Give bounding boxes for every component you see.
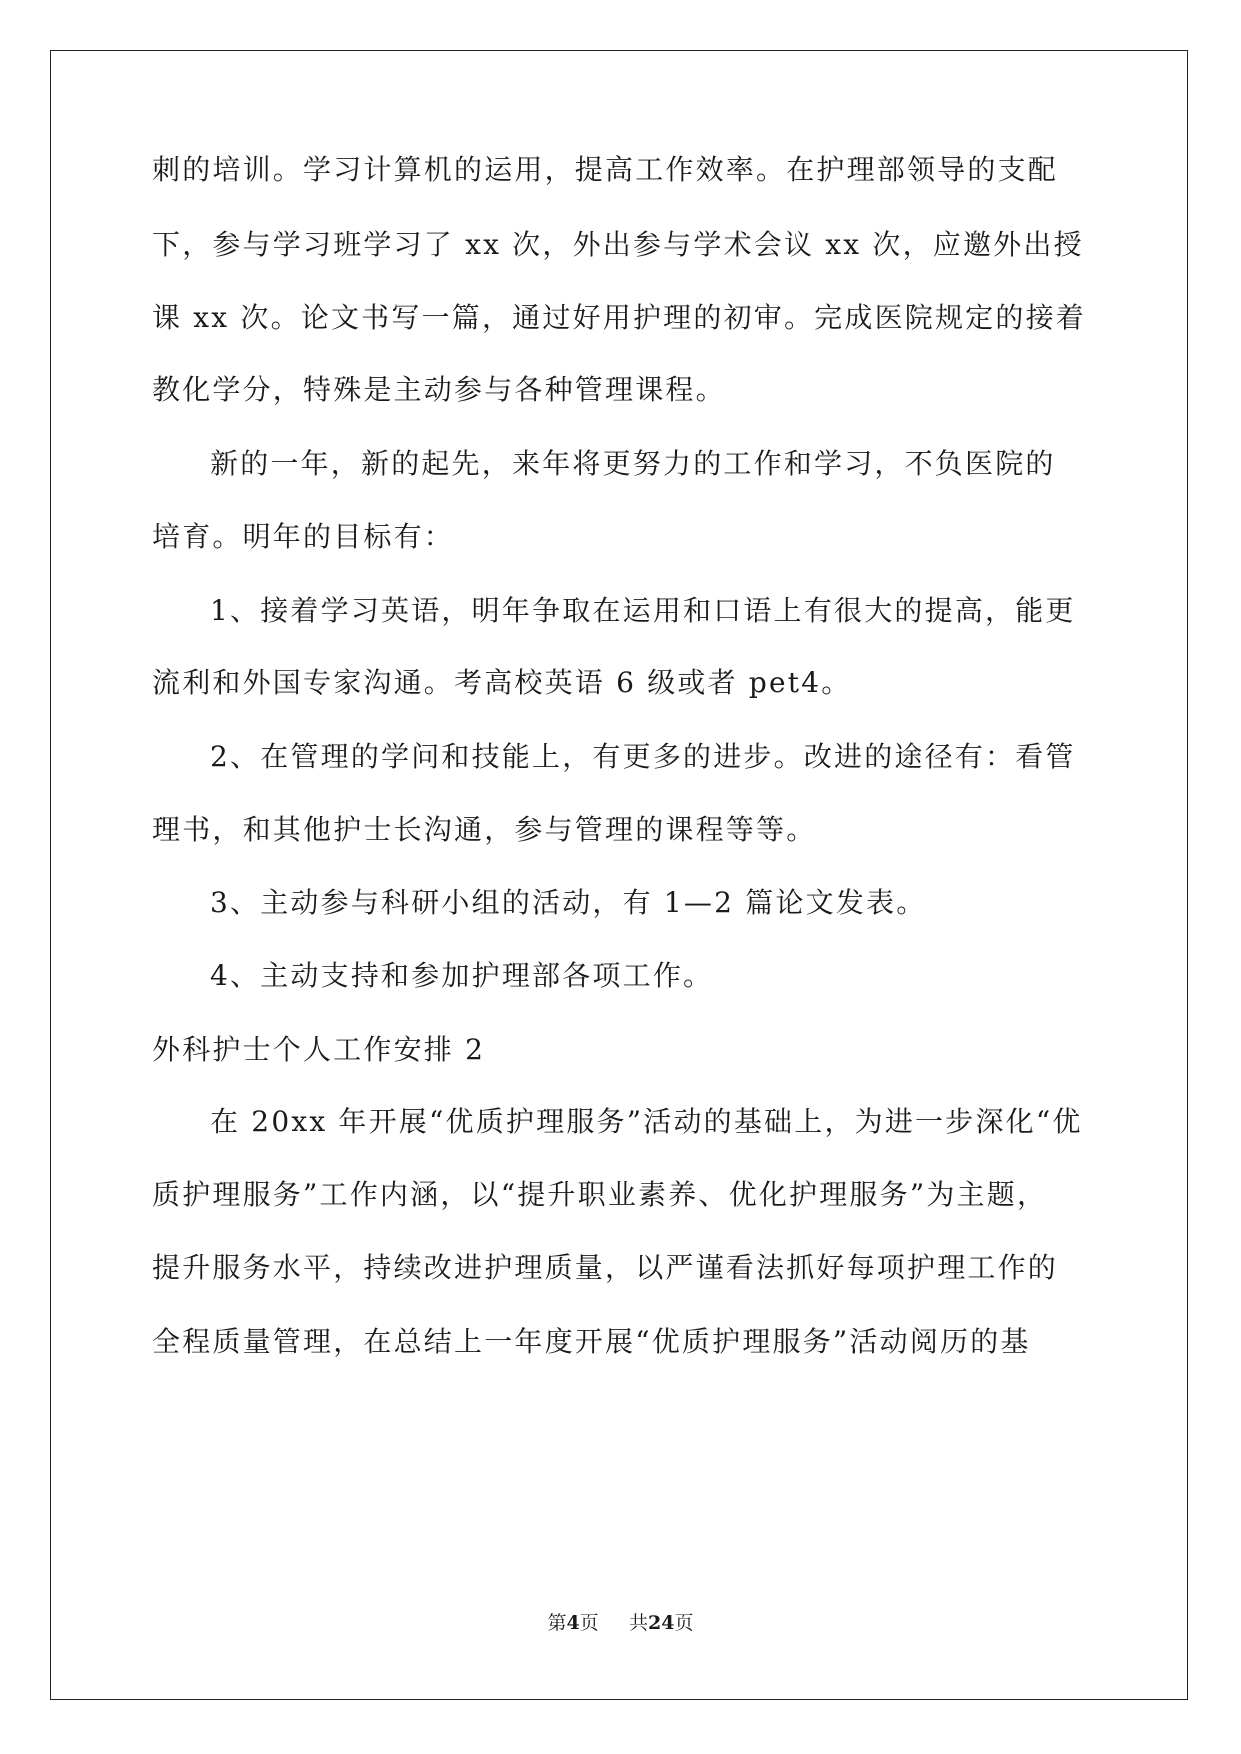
list-item-1: 1、接着学习英语，明年争取在运用和口语上有很大的提高，能更 <box>210 594 1076 627</box>
list-item-2: 2、在管理的学问和技能上，有更多的进步。改进的途径有：看管 <box>210 740 1076 773</box>
list-item-3: 3、主动参与科研小组的活动，有 1—2 篇论文发表。 <box>210 886 927 919</box>
text-line: 全程质量管理，在总结上一年度开展“优质护理服务”活动阅历的基 <box>152 1325 1031 1358</box>
text-line: 提升服务水平，持续改进护理质量，以严谨看法抓好每项护理工作的 <box>152 1251 1059 1284</box>
text-line: 教化学分，特殊是主动参与各种管理课程。 <box>152 373 726 406</box>
list-item-4: 4、主动支持和参加护理部各项工作。 <box>210 959 714 992</box>
text-line: 理书，和其他护士长沟通，参与管理的课程等等。 <box>152 813 817 846</box>
total-pages: 24 <box>648 1612 675 1634</box>
paragraph-start: 在 20xx 年开展“优质护理服务”活动的基础上，为进一步深化“优 <box>210 1105 1083 1138</box>
total-prefix: 共 <box>628 1612 648 1634</box>
paragraph-start: 新的一年，新的起先，来年将更努力的工作和学习，不负医院的 <box>210 447 1056 480</box>
page-prefix: 第 <box>547 1612 567 1634</box>
section-heading: 外科护士个人工作安排 2 <box>152 1033 486 1066</box>
text-line: 培育。明年的目标有： <box>152 520 455 553</box>
page-unit: 页 <box>579 1612 599 1634</box>
text-line: 质护理服务”工作内涵，以“提升职业素养、优化护理服务”为主题， <box>152 1178 1048 1211</box>
text-line: 课 xx 次。论文书写一篇，通过好用护理的初审。完成医院规定的接着 <box>152 301 1086 334</box>
page-footer <box>0 1608 1241 1635</box>
text-line: 流利和外国专家沟通。考高校英语 6 级或者 pet4。 <box>152 666 852 699</box>
text-line: 刺的培训。学习计算机的运用，提高工作效率。在护理部领导的支配 <box>152 153 1059 186</box>
text-line: 下，参与学习班学习了 xx 次，外出参与学术会议 xx 次，应邀外出授 <box>152 228 1084 261</box>
total-unit: 页 <box>674 1612 694 1634</box>
page-number: 4 <box>566 1612 580 1634</box>
